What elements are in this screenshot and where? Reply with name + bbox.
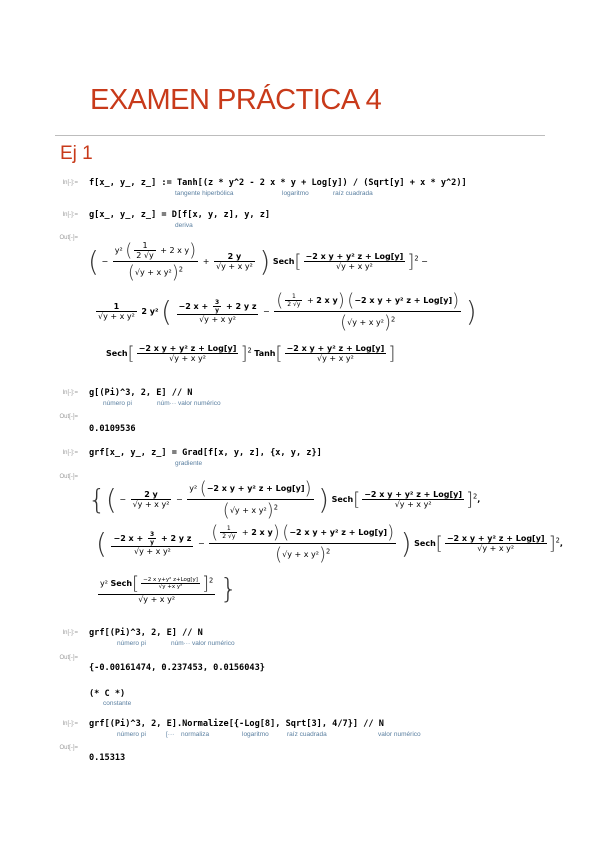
hint-log: logaritmo [282, 190, 309, 197]
output-label: Out[-]= [59, 655, 78, 661]
input-label: In[-]:= [62, 630, 78, 636]
hint-sqrt: raíz cuadrada [333, 190, 373, 197]
result-normalize: 0.15313 [89, 753, 126, 763]
hint-numeric: núm··· valor numérico [157, 400, 221, 407]
code-input-f[interactable]: f[x_, y_, z_] := Tanh[(z * y^2 - 2 x * y + Log[y]) / (Sqrt[y] + x * y^2)] [89, 178, 467, 188]
hint-pi: número pi [103, 400, 132, 407]
comment-cell[interactable]: (* C *) [89, 689, 126, 699]
output-label: Out[-]= [59, 414, 78, 420]
output-label: Out[-]= [59, 745, 78, 751]
code-input-grf-eval[interactable]: grf[(Pi)^3, 2, E] // N [89, 628, 203, 638]
input-label: In[-]:= [62, 721, 78, 727]
hint-tanh: tangente hiperbólica [175, 190, 234, 197]
document-title: EXAMEN PRÁCTICA 4 [90, 84, 382, 116]
code-input-normalize[interactable]: grf[(Pi)^3, 2, E].Normalize[{-Log[8], Sqrt[3], 4/7}] // N [89, 719, 384, 729]
hint-pi: número pi [117, 640, 146, 647]
hint-pi: número pi [117, 731, 146, 738]
input-label: In[-]:= [62, 390, 78, 396]
hint-deriva: deriva [175, 222, 193, 229]
input-label: In[-]:= [62, 450, 78, 456]
gradient-output: {( − $\frac{2 y}{\text{√y + x y²}}$ − $\frac{\text{y² (−2 x y + y² z + Log[y])}}{(√y + x y^2)^2}$ ) Sech[ $\frac{\text{−2 x y + y² z + Log[y]}}{\text{√y + x y²}}$ ]$^2$, ( −2 x + $\frac{3}{y}$ + 2 y z √y + x y² − ( $\frac{1}{2 √y}$ + 2 x y) (−2 x y + y² z + Log[y]) (√y + x y²)$^2$ ) Sech[ $\frac{\text{−2 x y + y² z + Log[y]}}{\text{√y + x y²}}$ ]$^2$, y² Sech[ $\frac{\text{−2 x y+y² z+Log[y]}}{\text{√y +x y²}}$ ]$^2$ √y + x y² } [88, 478, 563, 605]
code-input-grf[interactable]: grf[x_, y_, z_] = Grad[f[x, y, z], {x, y, z}] [89, 448, 322, 458]
output-label: Out[-]= [59, 235, 78, 241]
hint-log: logaritmo [242, 731, 269, 738]
hint-constante: constante [103, 700, 132, 707]
hint-numeric: valor numérico [378, 731, 421, 738]
hint-numeric: núm··· valor numérico [171, 640, 235, 647]
result-grf: {-0.00161474, 0.237453, 0.0156043} [89, 663, 265, 673]
derivative-output: ( − y² ( $\frac{1}{2 √y}$ + 2 x y) (√y + x y²)$^2$ + $\frac{2 y}{\text{√y + x y²}}$ ) Sech[ $\frac{\text{−2 x y + y² z + Log[y]}}{\text{√y + x y²}}$ ]$^2$ − $\frac{1}{\text{√y + x y²}}$ 2 y² ( −2 x + $\frac{3}{y}$ + 2 y z √y + x y² − ( $\frac{1}{2 √y}$ + 2 x y) (−2 x y + y² z + Log[y]) (√y + x y²)$^2$ ) Sech[ $\frac{\text{−2 x y + y² z + Log[y]}}{\text{√y + x y²}}$ ]$^2$ Tanh[ $\frac{\text{−2 x y + y² z + Log[y]}}{\text{√y + x y²}}$ ] [88, 240, 477, 364]
hint-gradiente: gradiente [175, 460, 203, 467]
result-g: 0.0109536 [89, 424, 136, 434]
section-heading: Ej 1 [60, 143, 93, 164]
code-input-g-eval[interactable]: g[(Pi)^3, 2, E] // N [89, 388, 193, 398]
input-label: In[-]:= [62, 180, 78, 186]
input-label: In[-]:= [62, 212, 78, 218]
hint-normaliza: normaliza [181, 731, 210, 738]
hint-more: [··· [166, 731, 175, 738]
code-input-g[interactable]: g[x_, y_, z_] = D[f[x, y, z], y, z] [89, 210, 271, 220]
output-label: Out[-]= [59, 474, 78, 480]
hint-sqrt: raíz cuadrada [287, 731, 327, 738]
title-divider [55, 135, 545, 136]
